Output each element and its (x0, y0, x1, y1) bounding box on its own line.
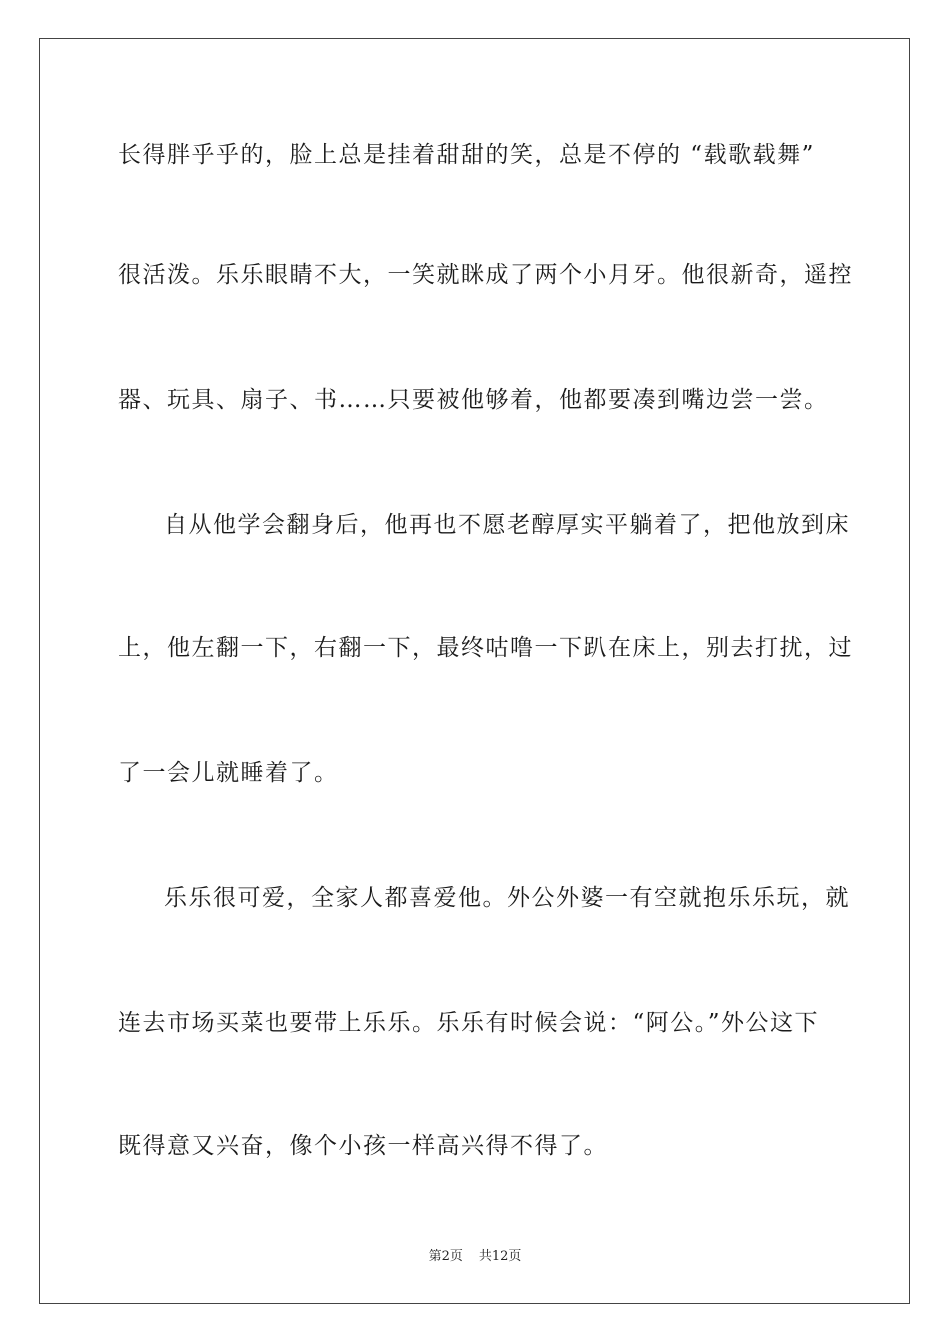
text-line-2: 很活泼。乐乐眼睛不大，一笑就眯成了两个小月牙。他很新奇，遥控 (118, 262, 853, 288)
text-line-5: 上，他左翻一下，右翻一下，最终咕噜一下趴在床上，别去打扰，过 (118, 635, 853, 661)
text-line-3: 器、玩具、扇子、书……只要被他够着，他都要凑到嘴边尝一尝。 (118, 387, 829, 413)
page-number-total: 共12页 (478, 1249, 522, 1264)
text-line-6: 了一会儿就睡着了。 (118, 760, 339, 786)
text-line-9: 既得意又兴奋，像个小孩一样高兴得不得了。 (118, 1133, 608, 1159)
text-line-8: 连去市场买菜也要带上乐乐。乐乐有时候会说：“阿公。”外公这下 (118, 1010, 820, 1036)
page-border (39, 38, 910, 1304)
page-footer (0, 1248, 950, 1266)
text-line-1: 长得胖乎乎的，脸上总是挂着甜甜的笑，总是不停的 “载歌载舞” (118, 142, 815, 168)
text-line-4: 自从他学会翻身后，他再也不愿老醇厚实平躺着了，把他放到床 (164, 512, 850, 538)
page-number-current: 第2页 (428, 1249, 463, 1264)
text-line-7: 乐乐很可爱，全家人都喜爱他。外公外婆一有空就抱乐乐玩，就 (164, 885, 850, 911)
